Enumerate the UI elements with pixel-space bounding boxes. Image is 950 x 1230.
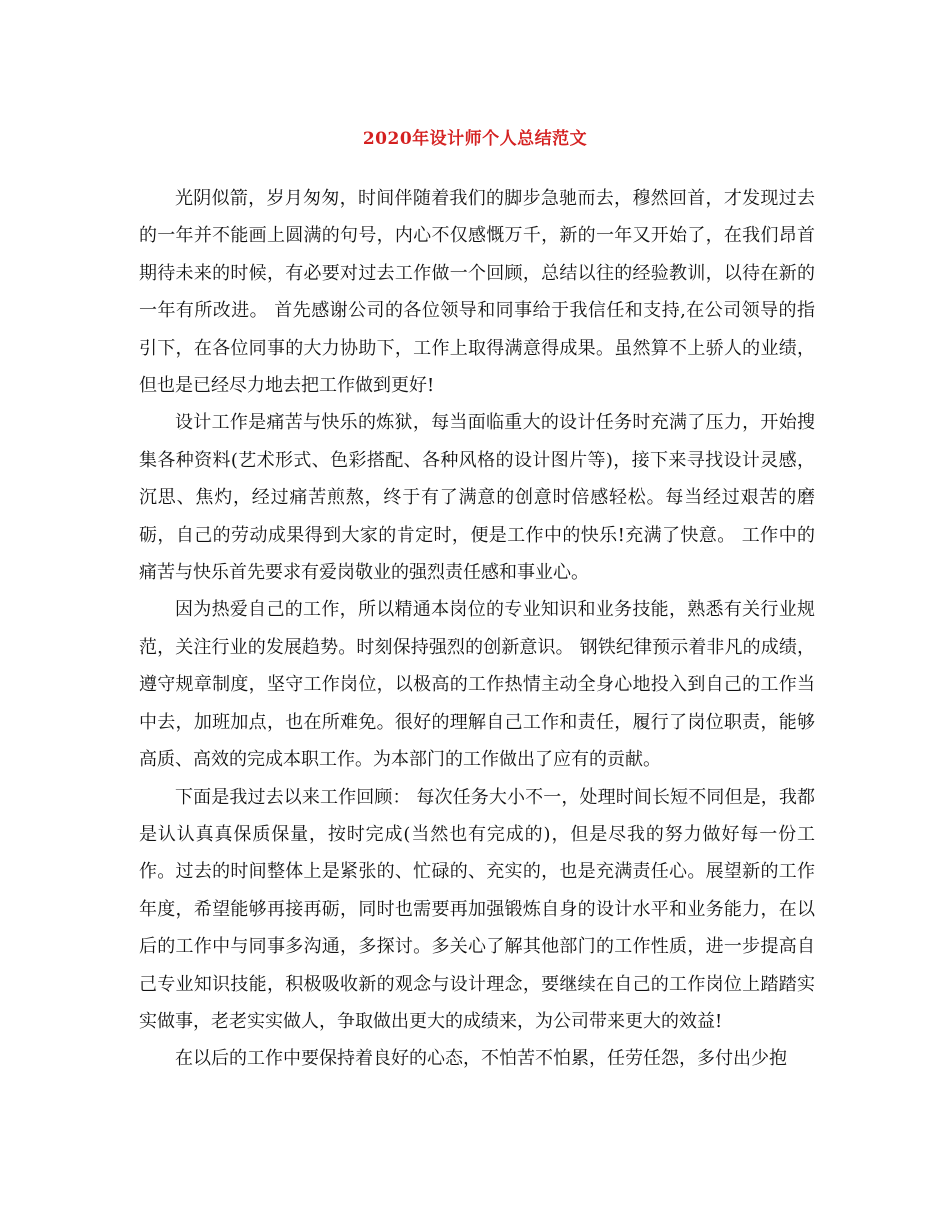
paragraph: 下面是我过去以来工作回顾： 每次任务大小不一，处理时间长短不同但是，我都是认认真真保质保量，按时完成(当然也有完成的)，但是尽我的努力做好每一份工作。过去的时间整体上是紧张的、忙碌的、充实的，也是充满责任心。展望新的工作年度，希望能够再接再砺，同时也需要再加强锻炼自身的设计水平和业务能力，在以后的工作中与同事多沟通，多探讨。多关心了解其他部门的工作性质，进一步提高自己专业知识技能，积极吸收新的观念与设计理念，要继续在自己的工作岗位上踏踏实实做事，老老实实做人，争取做出更大的成绩来，为公司带来更大的效益! xyxy=(139,786,815,1032)
paragraph: 在以后的工作中要保持着良好的心态，不怕苦不怕累，任劳任怨，多付出少抱 xyxy=(175,1048,787,1070)
paragraph: 设计工作是痛苦与快乐的炼狱，每当面临重大的设计任务时充满了压力，开始搜集各种资料(艺术形式、色彩搭配、各种风格的设计图片等)，接下来寻找设计灵感，沉思、焦灼，经过痛苦煎熬，终于有了满意的创意时倍感轻松。每当经过艰苦的磨砺，自己的劳动成果得到大家的肯定时，便是工作中的快乐!充满了快意。 工作中的痛苦与快乐首先要求有爱岗敬业的强烈责任感和事业心。 xyxy=(139,412,815,584)
document-body xyxy=(139,180,815,1078)
paragraph: 光阴似箭，岁月匆匆，时间伴随着我们的脚步急驰而去，穆然回首，才发现过去的一年并不能画上圆满的句号，内心不仅感慨万千，新的一年又开始了，在我们昂首期待未来的时候，有必要对过去工作做一个回顾，总结以往的经验教训，以待在新的一年有所改进。 首先感谢公司的各位领导和同事给于我信任和支持,在公司领导的指引下，在各位同事的大力协助下，工作上取得满意得成果。虽然算不上骄人的业绩，但也是已经尽力地去把工作做到更好! xyxy=(139,188,815,397)
document-title: 2020年设计师个人总结范文 xyxy=(362,129,588,149)
paragraph: 因为热爱自己的工作，所以精通本岗位的专业知识和业务技能，熟悉有关行业规范，关注行业的发展趋势。时刻保持强烈的创新意识。 钢铁纪律预示着非凡的成绩，遵守规章制度，坚守工作岗位，以极高的工作热情主动全身心地投入到自己的工作当中去，加班加点，也在所难免。很好的理解自己工作和责任，履行了岗位职责，能够高质、高效的完成本职工作。为本部门的工作做出了应有的贡献。 xyxy=(139,599,815,771)
